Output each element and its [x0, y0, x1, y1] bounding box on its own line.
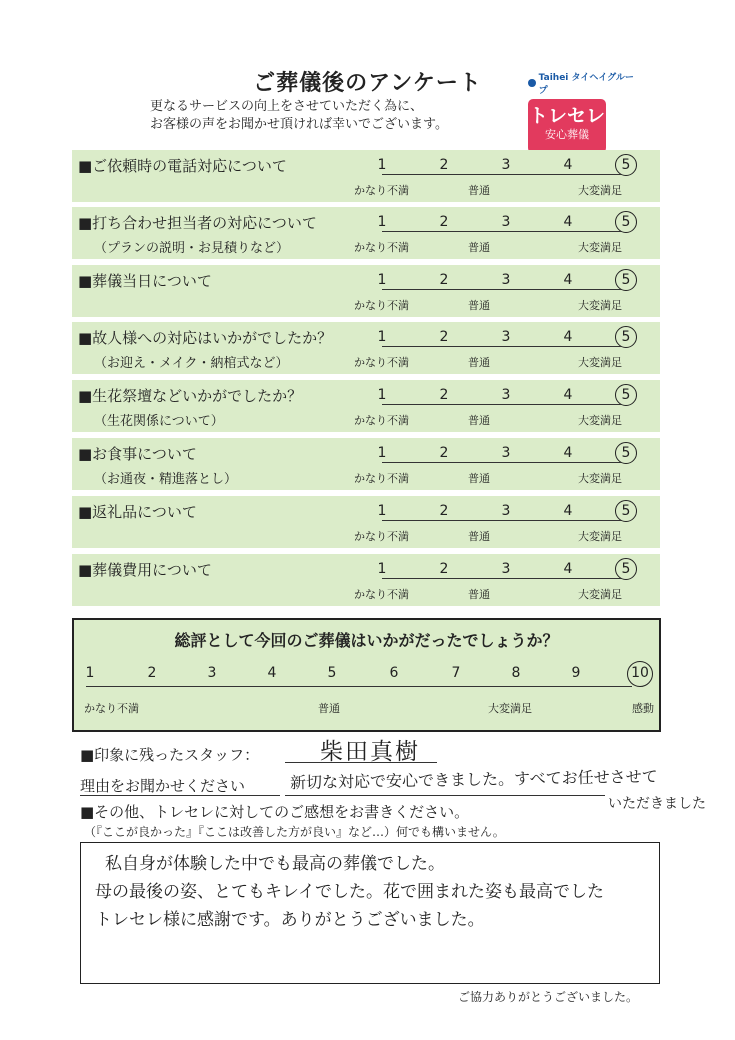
scale-line [382, 346, 622, 347]
scale-low-label: かなり不満 [354, 241, 409, 254]
scale-line [382, 289, 622, 290]
question-label: ■ご依頼時の電話対応について [78, 157, 287, 175]
selected-rating-circle [615, 154, 637, 176]
comment-line-2: 母の最後の姿、とてもキレイでした。花で囲まれた姿も最高でした [95, 882, 604, 902]
survey-title: ご葬儀後のアンケート [253, 71, 482, 96]
overall-option-5[interactable]: 5 [327, 665, 337, 681]
selected-rating-circle [615, 269, 637, 291]
rating-option-3[interactable]: 3 [501, 272, 511, 288]
intro-text [150, 98, 448, 134]
rating-option-4[interactable]: 4 [563, 157, 573, 173]
rating-option-1[interactable]: 1 [377, 157, 387, 173]
intro-line-2: お客様の声をお聞かせ頂ければ幸いでございます。 [150, 117, 448, 132]
reason-label: 理由をお聞かせください [80, 777, 246, 795]
overall-high-label: 大変満足 [488, 702, 532, 715]
scale-low-label: かなり不満 [354, 414, 409, 427]
selected-rating-circle [615, 442, 637, 464]
scale-mid-label: 普通 [468, 184, 490, 197]
rating-option-5[interactable]: 5 [621, 272, 631, 288]
question-row [72, 380, 660, 432]
rating-option-5[interactable]: 5 [621, 503, 631, 519]
selected-rating-circle [615, 211, 637, 233]
rating-option-2[interactable]: 2 [439, 272, 449, 288]
rating-option-4[interactable]: 4 [563, 445, 573, 461]
scale-high-label: 大変満足 [578, 356, 622, 369]
question-sublabel: （生花関係について） [94, 414, 224, 429]
overall-selected-circle [627, 661, 653, 687]
rating-scale [354, 207, 660, 259]
rating-scale [354, 265, 660, 317]
question-sublabel: （お通夜・精進落とし） [94, 472, 238, 487]
rating-option-4[interactable]: 4 [563, 387, 573, 403]
overall-scale-line [86, 686, 632, 687]
reason-text: 新切な対応で安心できました。すべてお任せさせて [289, 766, 658, 793]
thanks-text: ご協力ありがとうございました。 [458, 990, 639, 1004]
question-row [72, 265, 660, 317]
group-name: Taihei タイヘイグループ [538, 73, 634, 96]
rating-option-3[interactable]: 3 [501, 157, 511, 173]
overall-option-1[interactable]: 1 [85, 665, 95, 681]
scale-mid-label: 普通 [468, 472, 490, 485]
overall-mid-label: 普通 [318, 702, 340, 715]
question-label: ■打ち合わせ担当者の対応について [78, 214, 317, 232]
question-row [72, 438, 660, 490]
brand-badge [528, 99, 606, 153]
other-note: （『ここが良かった』『ここは改善した方が良い』など…）何でも構いません。 [84, 825, 505, 839]
rating-option-3[interactable]: 3 [501, 214, 511, 230]
brand-name: トレセレ [528, 105, 605, 127]
overall-top-label: 感動 [632, 702, 654, 715]
question-label: ■返礼品について [78, 503, 197, 521]
scale-low-label: かなり不満 [354, 588, 409, 601]
scale-mid-label: 普通 [468, 530, 490, 543]
rating-option-5[interactable]: 5 [621, 157, 631, 173]
question-sublabel: （お迎え・メイク・納棺式など） [94, 356, 289, 371]
rating-option-1[interactable]: 1 [377, 329, 387, 345]
rating-option-2[interactable]: 2 [439, 157, 449, 173]
scale-high-label: 大変満足 [578, 530, 622, 543]
rating-option-4[interactable]: 4 [563, 214, 573, 230]
overall-option-7[interactable]: 7 [451, 665, 461, 681]
comment-line-1: 私自身が体験した中でも最高の葬儀でした。 [105, 854, 445, 874]
overall-low-label: かなり不満 [84, 702, 139, 715]
selected-rating-circle [615, 326, 637, 348]
scale-mid-label: 普通 [468, 356, 490, 369]
rating-option-4[interactable]: 4 [563, 561, 573, 577]
scale-mid-label: 普通 [468, 414, 490, 427]
rating-option-4[interactable]: 4 [563, 503, 573, 519]
rating-scale [354, 150, 660, 202]
rating-option-3[interactable]: 3 [501, 329, 511, 345]
brand-subtitle: 安心葬儀 [545, 128, 589, 141]
comment-box [80, 842, 660, 984]
reason-answer-underline [285, 795, 605, 796]
question-label: ■葬儀当日について [78, 272, 212, 290]
staff-label: ■印象に残ったスタッフ： [80, 746, 260, 764]
scale-high-label: 大変満足 [578, 588, 622, 601]
company-logo [528, 70, 638, 153]
rating-option-1[interactable]: 1 [377, 214, 387, 230]
scale-high-label: 大変満足 [578, 414, 622, 427]
overall-option-10[interactable]: 10 [631, 665, 649, 681]
rating-scale [354, 322, 660, 374]
group-label [528, 70, 638, 96]
rating-option-3[interactable]: 3 [501, 387, 511, 403]
scale-low-label: かなり不満 [354, 472, 409, 485]
intro-line-1: 更なるサービスの向上をさせていただく為に、 [150, 99, 424, 114]
rating-option-2[interactable]: 2 [439, 445, 449, 461]
selected-rating-circle [615, 558, 637, 580]
other-label: ■その他、トレセレに対してのご感想をお書きください。 [80, 803, 470, 821]
comment-line-3: トレセレ様に感謝です。ありがとうございました。 [95, 910, 485, 930]
taihei-mark-icon [528, 79, 536, 87]
overall-rating-box [72, 618, 661, 732]
reason-text-continued: いただきました [608, 796, 706, 812]
rating-option-4[interactable]: 4 [563, 272, 573, 288]
scale-line [382, 520, 622, 521]
rating-option-1[interactable]: 1 [377, 561, 387, 577]
scale-high-label: 大変満足 [578, 241, 622, 254]
overall-option-6[interactable]: 6 [389, 665, 399, 681]
rating-option-3[interactable]: 3 [501, 503, 511, 519]
scale-line [382, 404, 622, 405]
selected-rating-circle [615, 500, 637, 522]
scale-low-label: かなり不満 [354, 530, 409, 543]
rating-option-2[interactable]: 2 [439, 329, 449, 345]
overall-question: 総評として今回のご葬儀はいかがだったでしょうか？ [174, 631, 559, 650]
scale-low-label: かなり不満 [354, 299, 409, 312]
rating-option-3[interactable]: 3 [501, 445, 511, 461]
overall-option-3[interactable]: 3 [207, 665, 217, 681]
scale-low-label: かなり不満 [354, 184, 409, 197]
rating-option-5[interactable]: 5 [621, 445, 631, 461]
rating-scale [354, 438, 660, 490]
rating-option-4[interactable]: 4 [563, 329, 573, 345]
question-sublabel: （プランの説明・お見積りなど） [94, 241, 290, 256]
question-row [72, 150, 660, 202]
rating-option-2[interactable]: 2 [439, 561, 449, 577]
question-label: ■生花祭壇などいかがでしたか？ [78, 387, 303, 405]
scale-mid-label: 普通 [468, 299, 490, 312]
question-row [72, 207, 660, 259]
staff-underline [285, 762, 437, 763]
rating-scale [354, 496, 660, 548]
rating-option-2[interactable]: 2 [439, 214, 449, 230]
question-row [72, 496, 660, 548]
rating-option-5[interactable]: 5 [621, 387, 631, 403]
selected-rating-circle [615, 384, 637, 406]
rating-option-5[interactable]: 5 [621, 214, 631, 230]
staff-name: 柴田真樹 [320, 739, 420, 765]
question-label: ■お食事について [78, 445, 197, 463]
rating-option-1[interactable]: 1 [377, 387, 387, 403]
overall-option-8[interactable]: 8 [511, 665, 521, 681]
rating-option-2[interactable]: 2 [439, 387, 449, 403]
overall-option-4[interactable]: 4 [267, 665, 277, 681]
scale-line [382, 578, 622, 579]
rating-option-2[interactable]: 2 [439, 503, 449, 519]
scale-high-label: 大変満足 [578, 472, 622, 485]
question-label: ■故人様への対応はいかがでしたか？ [78, 329, 333, 347]
scale-line [382, 231, 622, 232]
scale-line [382, 462, 622, 463]
rating-scale [354, 380, 660, 432]
question-label: ■葬儀費用について [78, 561, 212, 579]
rating-option-1[interactable]: 1 [377, 503, 387, 519]
rating-scale [354, 554, 660, 606]
overall-option-9[interactable]: 9 [571, 665, 581, 681]
scale-high-label: 大変満足 [578, 184, 622, 197]
scale-line [382, 174, 622, 175]
overall-option-2[interactable]: 2 [147, 665, 157, 681]
question-row [72, 554, 660, 606]
rating-option-1[interactable]: 1 [377, 272, 387, 288]
rating-option-1[interactable]: 1 [377, 445, 387, 461]
reason-underline [80, 795, 280, 796]
rating-option-3[interactable]: 3 [501, 561, 511, 577]
question-row [72, 322, 660, 374]
rating-option-5[interactable]: 5 [621, 561, 631, 577]
scale-mid-label: 普通 [468, 241, 490, 254]
scale-low-label: かなり不満 [354, 356, 409, 369]
scale-mid-label: 普通 [468, 588, 490, 601]
scale-high-label: 大変満足 [578, 299, 622, 312]
rating-option-5[interactable]: 5 [621, 329, 631, 345]
